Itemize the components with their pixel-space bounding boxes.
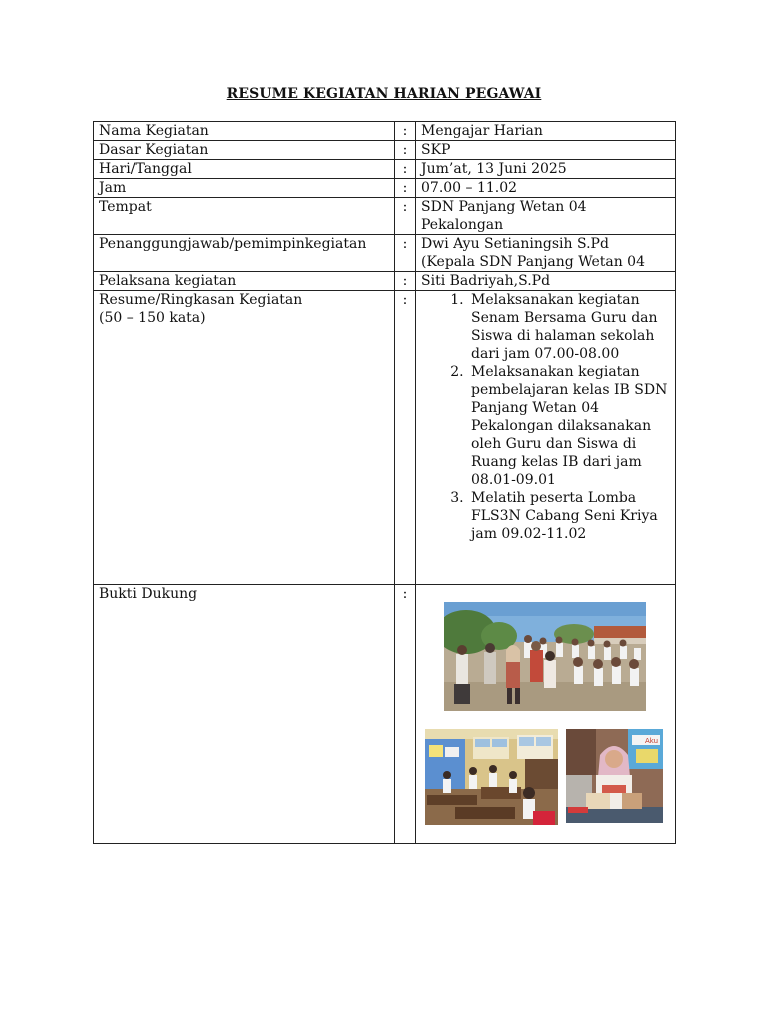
row-resume bbox=[94, 291, 676, 585]
row-pelaksana bbox=[94, 272, 676, 291]
sign-text: Aku bbox=[645, 737, 659, 745]
value-tempat bbox=[416, 198, 676, 235]
colon-separator: : bbox=[395, 291, 416, 585]
label-pelaksana: Pelaksana kegiatan bbox=[94, 272, 395, 291]
label-tempat: Tempat bbox=[94, 198, 395, 235]
classroom-photo bbox=[425, 729, 558, 825]
label-resume-line2: (50 – 150 kata) bbox=[99, 310, 206, 326]
label-bukti-dukung: Bukti Dukung bbox=[94, 585, 395, 844]
colon-separator: : bbox=[395, 585, 416, 844]
value-pelaksana: Siti Badriyah,S.Pd bbox=[416, 272, 676, 291]
value-jam: 07.00 – 11.02 bbox=[416, 179, 676, 198]
outdoor-exercise-photo bbox=[444, 602, 646, 711]
label-hari-tanggal: Hari/Tanggal bbox=[94, 160, 395, 179]
value-nama-kegiatan: Mengajar Harian bbox=[416, 122, 676, 141]
row-jam bbox=[94, 179, 676, 198]
colon-separator: : bbox=[395, 235, 416, 272]
resume-list bbox=[421, 291, 670, 543]
row-hari-tanggal bbox=[94, 160, 676, 179]
crafting-photo bbox=[566, 729, 663, 823]
label-resume-line1: Resume/Ringkasan Kegiatan bbox=[99, 292, 303, 308]
row-tempat bbox=[94, 198, 676, 235]
value-dasar-kegiatan: SKP bbox=[416, 141, 676, 160]
document-title: RESUME KEGIATAN HARIAN PEGAWAI bbox=[226, 86, 542, 102]
colon-separator: : bbox=[395, 179, 416, 198]
colon-separator: : bbox=[395, 198, 416, 235]
row-penanggungjawab bbox=[94, 235, 676, 272]
resume-item: 2. Melaksanakan kegiatan pembelajaran kelas IB SDN Panjang Wetan 04 Pekalongan dilaksanakan oleh Guru dan Siswa di Ruang kelas IB dari jam 08.01-09.01 bbox=[468, 363, 670, 489]
value-tempat-line1: SDN Panjang Wetan 04 bbox=[421, 199, 587, 215]
label-dasar-kegiatan: Dasar Kegiatan bbox=[94, 141, 395, 160]
label-penanggungjawab: Penanggungjawab/pemimpinkegiatan bbox=[94, 235, 395, 272]
resume-item: 1. Melaksanakan kegiatan Senam Bersama Guru dan Siswa di halaman sekolah dari jam 07.00-08.00 bbox=[468, 291, 670, 363]
value-penanggungjawab-line1: Dwi Ayu Setianingsih S.Pd bbox=[421, 236, 609, 252]
evidence-photos bbox=[416, 585, 675, 843]
label-resume bbox=[94, 291, 395, 585]
value-penanggungjawab bbox=[416, 235, 676, 272]
row-bukti-dukung bbox=[94, 585, 676, 844]
colon-separator: : bbox=[395, 160, 416, 179]
activity-table bbox=[93, 121, 676, 844]
colon-separator: : bbox=[395, 141, 416, 160]
value-bukti-dukung bbox=[416, 585, 676, 844]
value-penanggungjawab-line2: (Kepala SDN Panjang Wetan 04 bbox=[421, 254, 645, 270]
colon-separator: : bbox=[395, 122, 416, 141]
value-hari-tanggal: Jum’at, 13 Juni 2025 bbox=[416, 160, 676, 179]
value-resume bbox=[416, 291, 676, 585]
colon-separator: : bbox=[395, 272, 416, 291]
label-nama-kegiatan: Nama Kegiatan bbox=[94, 122, 395, 141]
row-dasar-kegiatan bbox=[94, 141, 676, 160]
row-nama-kegiatan bbox=[94, 122, 676, 141]
value-tempat-line2: Pekalongan bbox=[421, 217, 504, 233]
label-jam: Jam bbox=[94, 179, 395, 198]
resume-item: 3. Melatih peserta Lomba FLS3N Cabang Seni Kriya jam 09.02-11.02 bbox=[468, 489, 670, 543]
